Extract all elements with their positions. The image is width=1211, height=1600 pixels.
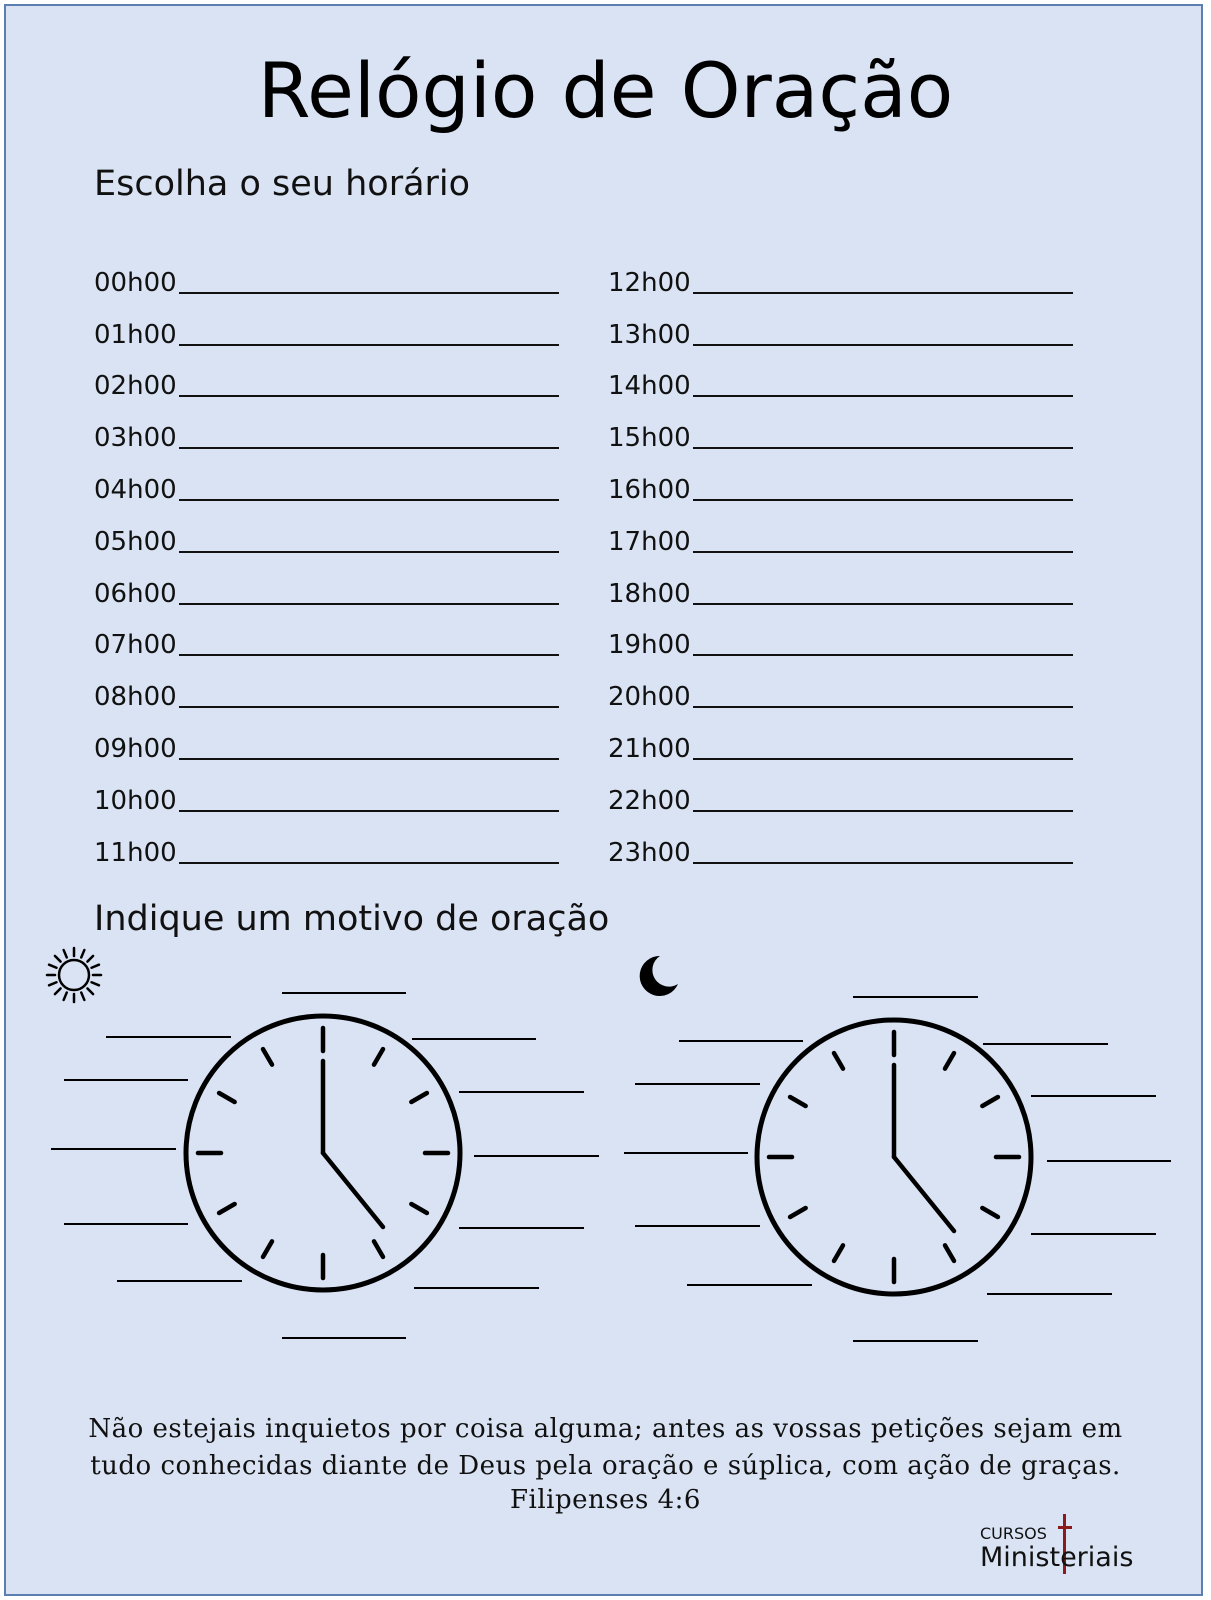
clock-day [186,1016,460,1290]
logo-big-text: Ministeriais [980,1542,1134,1573]
sun-core [59,960,89,990]
logo [980,1514,1160,1584]
sun-ray [49,982,56,985]
prayer-clock-sheet [4,4,1203,1596]
hour-label: 23h00 [608,837,691,868]
hour-label: 09h00 [94,733,177,764]
clock-tick [790,1208,806,1217]
clock-tick [945,1245,954,1261]
motive-heading: Indique um motivo de oração [94,899,610,939]
clock-hour-hand [323,1153,383,1227]
sun-ray [64,950,67,957]
schedule-heading: Escolha o seu horário [94,164,471,204]
clock-tick [263,1241,272,1257]
clock-tick [790,1097,806,1106]
verse-reference: Filipenses 4:6 [510,1485,701,1515]
hour-label: 13h00 [608,319,691,350]
sun-ray [92,982,99,985]
moon-icon [640,956,678,996]
hour-label: 03h00 [94,423,177,454]
motive-lines-night [624,997,1171,1341]
sun-ray [87,988,93,994]
hour-label: 06h00 [94,578,177,609]
clock-tick [945,1053,954,1069]
hour-label: 20h00 [608,682,691,713]
hour-label: 14h00 [608,371,691,402]
sun-ray [49,965,56,968]
hour-label: 19h00 [608,630,691,661]
hour-label: 18h00 [608,578,691,609]
sun-ray [55,956,61,962]
page-title: Relógio de Oração [257,46,954,135]
hour-label: 00h00 [94,267,177,298]
hour-label: 17h00 [608,526,691,557]
hour-label: 01h00 [94,319,177,350]
clock-tick [374,1241,383,1257]
clock-tick [834,1245,843,1261]
hour-label: 07h00 [94,630,177,661]
hour-label: 08h00 [94,682,177,713]
clock-tick [982,1097,998,1106]
hour-label: 11h00 [94,837,177,868]
logo-small-text: CURSOS [980,1524,1047,1543]
sun-ray [55,988,61,994]
clock-tick [374,1049,383,1065]
clock-night [757,1020,1031,1294]
sun-ray [92,965,99,968]
clock-tick [219,1204,235,1213]
sun-ray [81,993,84,1000]
clock-tick [982,1208,998,1217]
clock-tick [219,1093,235,1102]
sun-icon [47,948,101,1002]
sun-ray [81,950,84,957]
clocks-area [6,6,1205,1598]
clock-hour-hand [894,1157,954,1231]
clock-tick [411,1093,427,1102]
hour-label: 05h00 [94,526,177,557]
clock-tick [263,1049,272,1065]
hour-label: 15h00 [608,423,691,454]
hour-label: 22h00 [608,785,691,816]
sun-ray [64,993,67,1000]
hour-label: 04h00 [94,474,177,505]
clock-tick [411,1204,427,1213]
hour-label: 10h00 [94,785,177,816]
hour-label: 12h00 [608,267,691,298]
bible-verse [6,1411,1205,1515]
hour-label: 21h00 [608,733,691,764]
hour-label: 02h00 [94,371,177,402]
verse-line-2: tudo conhecidas diante de Deus pela oração e súplica, com ação de graças. [90,1451,1121,1481]
hour-label: 16h00 [608,474,691,505]
clock-tick [834,1053,843,1069]
sun-ray [87,956,93,962]
verse-line-1: Não estejais inquietos por coisa alguma; antes as vossas petições sejam em [88,1414,1123,1444]
